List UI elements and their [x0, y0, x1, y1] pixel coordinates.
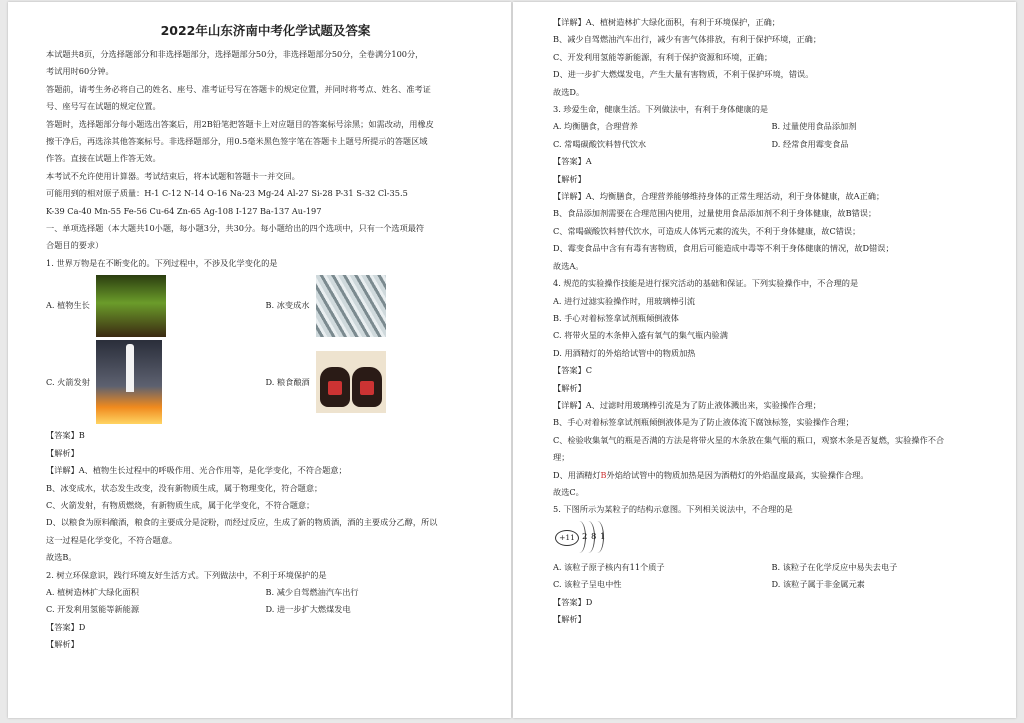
- option-a: A. 该粒子原子核内有11个质子: [553, 561, 665, 572]
- page-title: 2022年山东济南中考化学试题及答案: [160, 23, 371, 38]
- ice-melting-photo: [316, 275, 386, 337]
- option-d: D. 进一步扩大燃煤发电: [265, 604, 351, 615]
- option-a: [46, 275, 266, 337]
- plant-growth-photo: [96, 275, 166, 337]
- option-b: B. 过量使用食品添加剂: [771, 121, 857, 132]
- electron-count: 8: [591, 531, 597, 542]
- detail-line: 故选A。: [553, 260, 584, 271]
- option-b-label: B. 冰变成水: [265, 300, 310, 311]
- intro-line: 答题时，选择题部分每小题选出答案后，用2B铅笔把答题卡上对应题目的答案标号涂黑；如需改动，用橡皮: [46, 118, 434, 129]
- detail-line: D、霉变食品中含有有毒有害物质，食用后可能造成中毒等不利于身体健康的情况，故D错误；: [553, 243, 894, 254]
- detail-line: 这一过程是化学变化，不符合题意。: [46, 534, 178, 545]
- option-a: A. 均衡膳食，合理营养: [553, 121, 638, 132]
- question-5-options: [553, 559, 990, 576]
- option-a: A. 进行过滤实验操作时，用玻璃棒引流: [553, 295, 696, 306]
- option-a: A. 植树造林扩大绿化面积: [46, 586, 139, 597]
- intro-line: 擦干净后，再选涂其他答案标号。非选择题部分，用0.5毫米黑色签字笔在答题卡上题号所提示的答题区域: [46, 136, 428, 147]
- right-page: [513, 2, 1016, 718]
- section-heading: 合题目的要求）: [46, 240, 104, 251]
- option-b: B. 减少自驾燃油汽车出行: [265, 586, 359, 597]
- answer: 【答案】D: [553, 596, 593, 607]
- detail-line: 【详解】A、植树造林扩大绿化面积，有利于环境保护，正确；: [553, 17, 780, 27]
- detail-line: 故选B。: [46, 552, 77, 563]
- detail-line: B、减少自驾燃油汽车出行，减少有害气体排放，有利于保护环境，正确；: [553, 34, 822, 45]
- detail-text: D、用酒精灯: [553, 469, 601, 480]
- intro-line: 本试题共8页，分选择题部分和非选择题部分，选择题部分50分，非选择题部分50分，全卷满分100分，: [46, 49, 424, 59]
- jar-icon: [320, 367, 350, 407]
- detail-line: B、冰变成水，状态发生改变，没有新物质生成，属于物理变化，符合题意；: [46, 482, 323, 493]
- question-2-options: [46, 584, 485, 601]
- option-d: D. 经常食用霉变食品: [771, 138, 849, 149]
- analysis: 【解析】: [553, 382, 586, 393]
- document-spread: [8, 2, 1016, 718]
- detail-text: 外焰给试管中的物质加热是因为酒精灯的外焰温度最高，实验操作合理。: [606, 469, 869, 480]
- detail-line: [553, 467, 990, 484]
- question-1-stem: 1. 世界万物是在不断变化的。下列过程中，不涉及化学变化的是: [46, 257, 278, 268]
- answer: 【答案】B: [46, 430, 85, 441]
- analysis: 【解析】: [553, 614, 586, 624]
- jar-icon: [352, 367, 382, 407]
- option-d-label: D. 粮食酿酒: [265, 376, 310, 387]
- detail-line: C、检验收集氧气的瓶是否满的方法是将带火星的木条放在集气瓶的瓶口，观察木条是否复燃，实验操作不合: [553, 434, 945, 445]
- detail-line: C、常喝碳酸饮料替代饮水，可造成人体钙元素的流失，不利于身体健康，故C错误；: [553, 225, 861, 236]
- question-3-stem: 3. 珍爱生命，健康生活。下列做法中，有利于身体健康的是: [553, 104, 769, 115]
- detail-line: D、进一步扩大燃煤发电，产生大量有害物质，不利于保护环境，错误。: [553, 69, 814, 80]
- detail-line: 【详解】A、植物生长过程中的呼吸作用、光合作用等，是化学变化，不符合题意；: [46, 465, 347, 476]
- option-c: C. 该粒子呈电中性: [553, 579, 622, 590]
- wine-jars-photo: [316, 351, 386, 413]
- analysis: 【解析】: [46, 639, 79, 650]
- option-c: C. 常喝碳酸饮料替代饮水: [553, 138, 647, 149]
- option-d: D. 用酒精灯的外焰给试管中的物质加热: [553, 347, 696, 358]
- detail-line: 【详解】A、过滤时用玻璃棒引流是为了防止液体溅出来，实验操作合理；: [553, 399, 821, 410]
- atomic-mass-line: 可能用到的相对原子质量：H-1 C-12 N-14 O-16 Na-23 Mg-24 Al-27 Si-28 P-31 S-32 Cl-35.5: [46, 188, 408, 199]
- question-3-options: [553, 118, 990, 135]
- typo-mark: B: [600, 469, 607, 480]
- intro-line: 号、座号写在试题的规定位置。: [46, 101, 161, 112]
- question-5-options: [553, 576, 990, 593]
- option-c: C. 开发利用氢能等新能源: [46, 604, 140, 615]
- atomic-structure-diagram: [553, 519, 990, 559]
- answer: 【答案】D: [46, 621, 86, 632]
- question-2-stem: 2. 树立环保意识，践行环境友好生活方式。下列做法中，不利于环境保护的是: [46, 569, 327, 580]
- option-d: D. 该粒子属于非金属元素: [771, 579, 865, 590]
- detail-line: C、开发利用氢能等新能源，有利于保护资源和环境，正确；: [553, 51, 773, 62]
- intro-line: 本考试不允许使用计算器。考试结束后，将本试题和答题卡一并交回。: [46, 170, 300, 181]
- option-b: B. 该粒子在化学反应中易失去电子: [771, 561, 898, 572]
- question-4-stem: 4. 规范的实验操作技能是进行探究活动的基础和保证。下列实验操作中，不合理的是: [553, 278, 859, 289]
- detail-line: B、手心对着标签拿试剂瓶倾倒液体是为了防止液体流下腐蚀标签，实验操作合理；: [553, 417, 854, 428]
- right-page-content: [553, 14, 990, 628]
- rocket-launch-photo: [96, 340, 162, 424]
- question-3-options: [553, 136, 990, 153]
- detail-line: B、食品添加剂需要在合理范围内使用，过量使用食品添加剂不利于身体健康，故B错误；: [553, 208, 877, 219]
- electron-count: 1: [600, 531, 606, 542]
- intro-line: 答题前，请考生务必将自己的姓名、座号、准考证号写在答题卡的规定位置，并同时将考点、姓名、准考证: [46, 83, 431, 94]
- answer: 【答案】A: [553, 156, 592, 167]
- detail-line: D、以粮食为原料酿酒，粮食的主要成分是淀粉，而经过反应，生成了新的物质酒，酒的主要成分乙醇，所以: [46, 517, 438, 528]
- detail-line: 故选D。: [553, 86, 585, 97]
- left-page-content: [46, 2, 485, 654]
- detail-line: 【详解】A、均衡膳食，合理营养能够维持身体的正常生理活动，利于身体健康，故A正确；: [553, 191, 885, 202]
- option-c: [46, 340, 266, 424]
- option-b: [266, 275, 486, 337]
- answer: 【答案】C: [553, 365, 593, 376]
- analysis: 【解析】: [46, 447, 79, 458]
- electron-count: 2: [582, 531, 588, 542]
- section-heading: 一、单项选择题（本大题共10小题，每小题3分，共30分。每小题给出的四个选项中，只有一个选项最符: [46, 223, 425, 234]
- option-c: C. 将带火星的木条伸入盛有氧气的集气瓶内验满: [553, 330, 728, 341]
- question-2-options: [46, 601, 485, 618]
- option-a-label: A. 植物生长: [46, 300, 90, 311]
- detail-line: 故选C。: [553, 486, 584, 497]
- nucleus: +11: [555, 530, 579, 546]
- detail-line: C、火箭发射，有物质燃烧，有新物质生成，属于化学变化，不符合题意；: [46, 499, 315, 510]
- option-b: B. 手心对着标签拿试剂瓶倾倒液体: [553, 312, 679, 323]
- intro-line: 作答。直接在试题上作答无效。: [46, 153, 161, 164]
- option-c-label: C. 火箭发射: [46, 376, 90, 387]
- intro-line: 考试用时60分钟。: [46, 66, 114, 77]
- question-1-options-row: [46, 274, 485, 337]
- question-5-stem: 5. 下图所示为某粒子的结构示意图。下列相关说法中，不合理的是: [553, 504, 793, 515]
- atomic-mass-line: K-39 Ca-40 Mn-55 Fe-56 Cu-64 Zn-65 Ag-108 I-127 Ba-137 Au-197: [46, 205, 322, 216]
- left-page: [8, 2, 511, 718]
- option-d: [266, 351, 486, 413]
- detail-line: 理；: [553, 452, 570, 463]
- question-1-options-row: [46, 339, 485, 425]
- analysis: 【解析】: [553, 173, 586, 184]
